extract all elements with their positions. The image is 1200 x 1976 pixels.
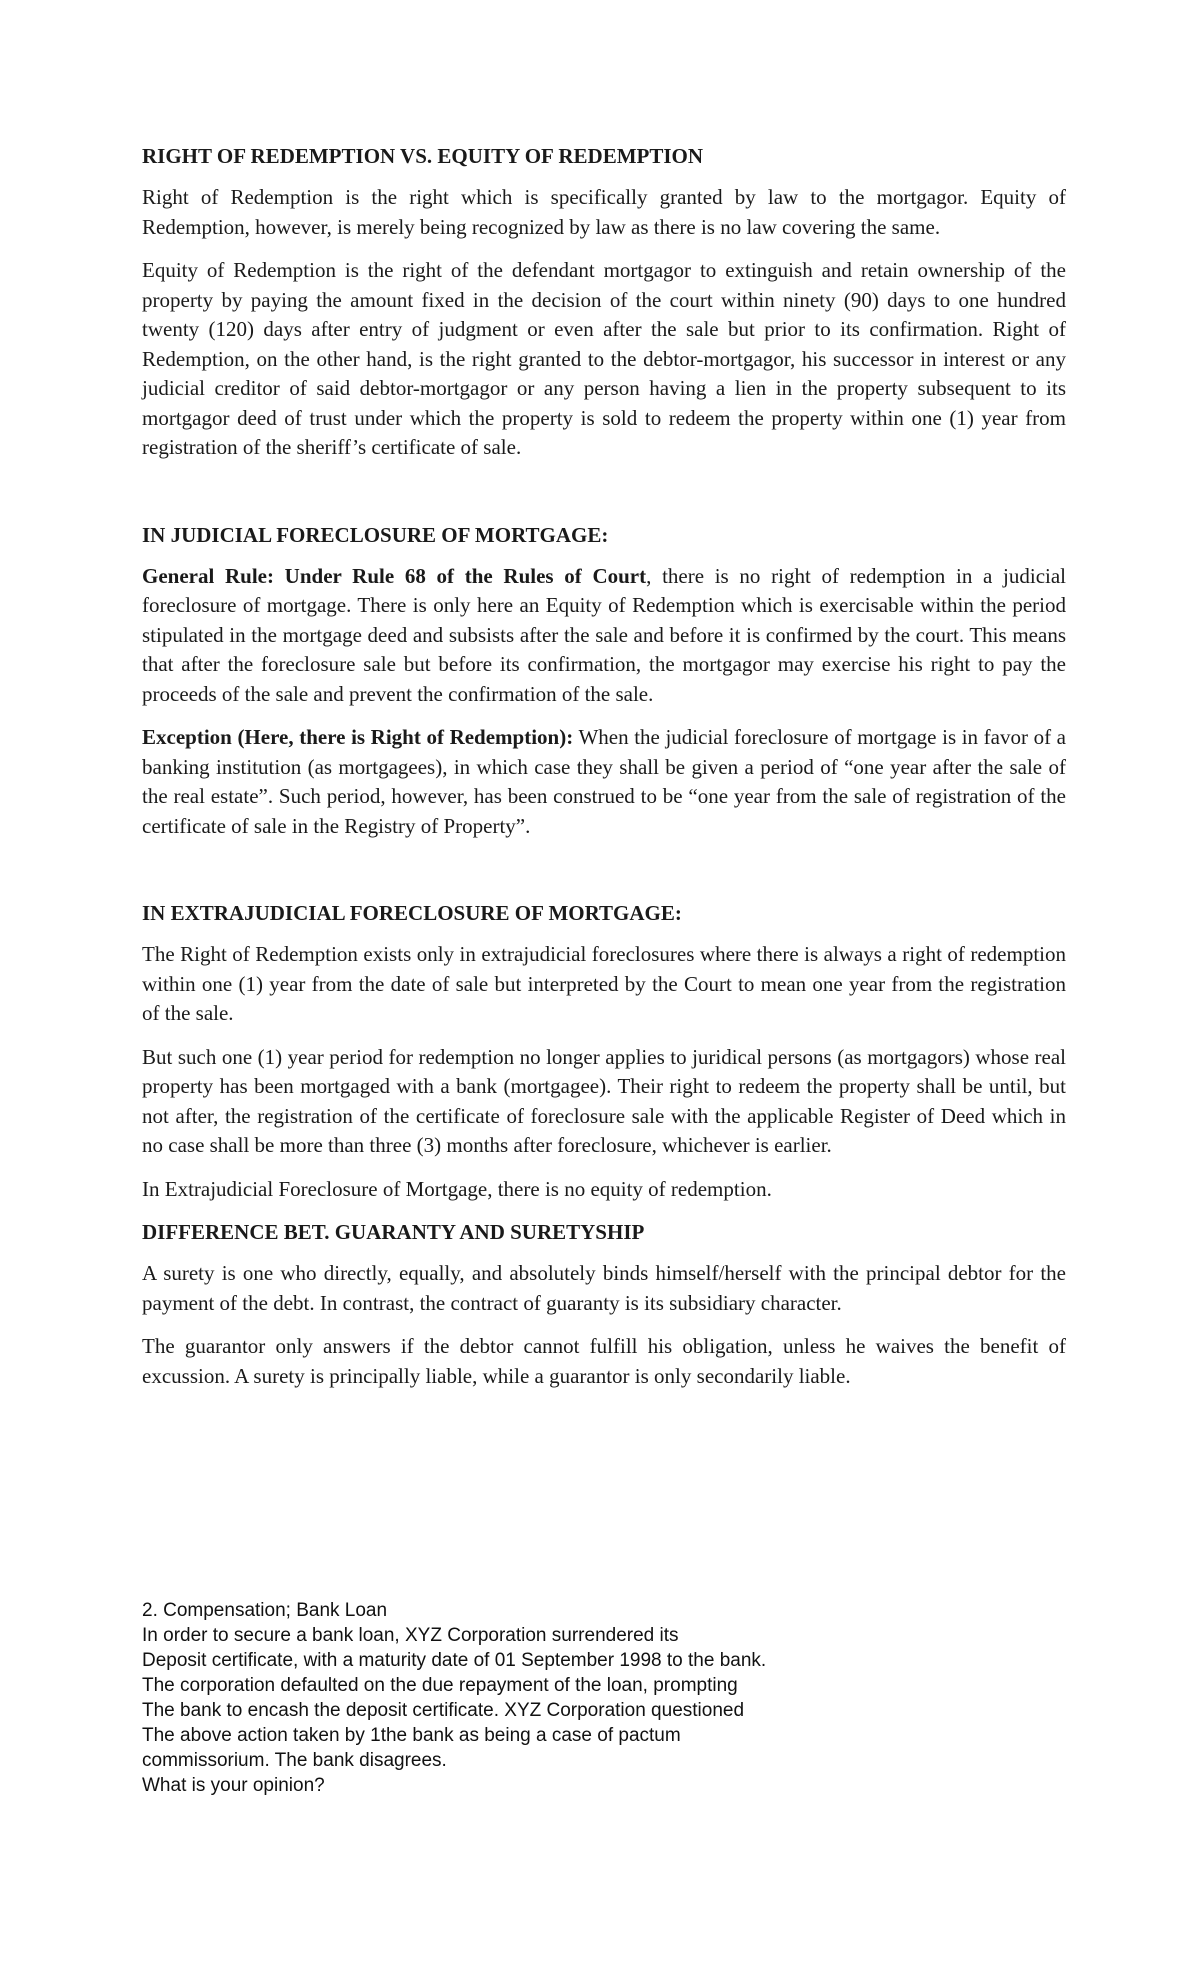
- general-rule-lead: General Rule: Under Rule 68 of the Rules of Court: [142, 563, 647, 588]
- question-line: The corporation defaulted on the due repayment of the loan, prompting: [142, 1675, 738, 1696]
- paragraph-juridical-persons: But such one (1) year period for redemption no longer applies to juridical persons (as mortgagors) whose real property has been mortgaged with a bank (mortgagee). Their right to redeem the property shall be until, but not after, the registration of the certificate of foreclosure sale with the applicable Register of Deed which in no case shall be more than three (3) months after foreclosure, whichever is earlier.: [142, 1044, 1066, 1157]
- question-line: In order to secure a bank loan, XYZ Corporation surrendered its: [142, 1625, 679, 1646]
- paragraph-equity-definition: Equity of Redemption is the right of the defendant mortgagor to extinguish and retain ownership of the property by paying the amount fixed in the decision of the court within ninety (90) days to one hundred twenty (120) days after entry of judgment or even after the sale but prior to its confirmation. Right of Redemption, on the other hand, is the right granted to the debtor-mortgagor, his successor in interest or any judicial creditor of said debtor-mortgagor or any person having a lien in the property subsequent to its mortgagor deed of trust under which the property is sold to redeem the property within one (1) year from registration of the sheriff’s certificate of sale.: [142, 258, 1066, 459]
- document-page: [142, 142, 1066, 1391]
- question-line: Deposit certificate, with a maturity date of 01 September 1998 to the bank.: [142, 1650, 767, 1671]
- paragraph-extrajudicial-right: The Right of Redemption exists only in extrajudicial foreclosures where there is always a right of redemption within one (1) year from the date of sale but interpreted by the Court to mean one year from the registration of the sale.: [142, 942, 1066, 1025]
- section-title-guaranty-suretyship: DIFFERENCE BET. GUARANTY AND SURETYSHIP: [142, 1220, 645, 1244]
- question-line: The bank to encash the deposit certificate. XYZ Corporation questioned: [142, 1700, 745, 1721]
- paragraph-right-vs-equity: Right of Redemption is the right which is specifically granted by law to the mortgagor. Equity of Redemption, however, is merely being recognized by law as there is no law covering the same.: [142, 185, 1066, 239]
- exception-lead: Exception (Here, there is Right of Redemption):: [142, 725, 574, 749]
- question-line: The above action taken by 1the bank as being a case of pactum: [142, 1725, 681, 1746]
- general-rule-text: , there is no right of redemption in a judicial foreclosure of mortgage. There is only here an Equity of Redemption which is exercisable within the period stipulated in the mortgage deed and subsists after the sale and before it is confirmed by the court. This means that after the foreclosure sale but before its confirmation, the mortgagor may exercise his right to pay the proceeds of the sale and prevent the confirmation of the sale.: [142, 563, 1066, 706]
- bar-question-block: [142, 1598, 902, 1798]
- section-title-judicial-foreclosure: IN JUDICIAL FORECLOSURE OF MORTGAGE:: [142, 522, 609, 547]
- paragraph-no-equity: In Extrajudicial Foreclosure of Mortgage, there is no equity of redemption.: [142, 1176, 772, 1201]
- question-line: What is your opinion?: [142, 1775, 325, 1796]
- section-title-extrajudicial-foreclosure: IN EXTRAJUDICIAL FORECLOSURE OF MORTGAGE:: [142, 901, 682, 925]
- question-line: commissorium. The bank disagrees.: [142, 1750, 447, 1771]
- paragraph-surety-definition: A surety is one who directly, equally, and absolutely binds himself/herself with the principal debtor for the payment of the debt. In contrast, the contract of guaranty is its subsidiary character.: [142, 1261, 1066, 1315]
- section-title-redemption: RIGHT OF REDEMPTION VS. EQUITY OF REDEMPTION: [142, 144, 704, 168]
- paragraph-guarantor-liability: The guarantor only answers if the debtor cannot fulfill his obligation, unless he waives the benefit of excussion. A surety is principally liable, while a guarantor is only secondarily liable.: [142, 1334, 1066, 1388]
- exception-text: When the judicial foreclosure of mortgage is in favor of a banking institution (as mortgagees), in which case they shall be given a period of “one year after the sale of the real estate”. Such period, however, has been construed to be “one year from the sale of registration of the certificate of sale in the Registry of Property”.: [142, 725, 1066, 838]
- question-line: 2. Compensation; Bank Loan: [142, 1600, 388, 1621]
- paragraph-general-rule: [142, 562, 1066, 710]
- paragraph-exception: [142, 723, 1066, 841]
